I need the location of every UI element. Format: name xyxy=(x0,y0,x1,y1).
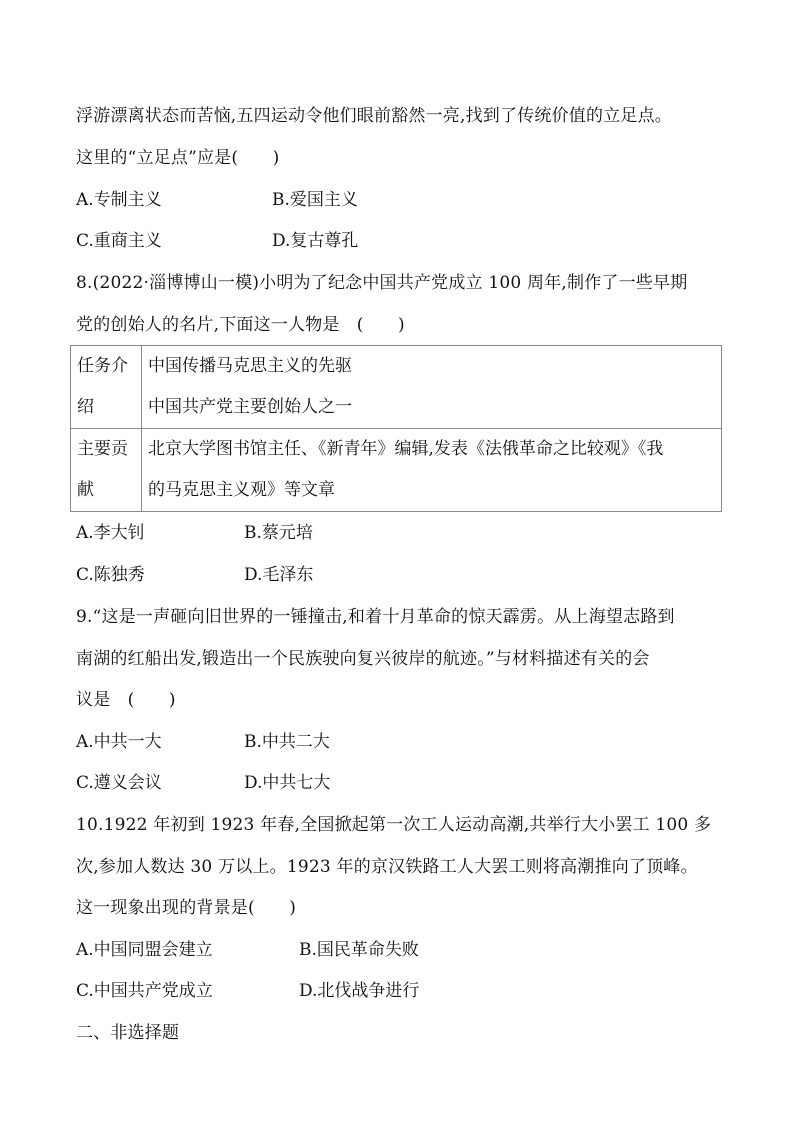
q10-option-c: C.中国共产党成立 xyxy=(76,981,213,1001)
q9-option-c: C.遵义会议 xyxy=(76,773,162,793)
key-text: 主要贡 xyxy=(77,439,128,459)
q7-option-c: C.重商主义 xyxy=(76,231,162,251)
q10-stem-line2: 次,参加人数达 30 万以上。1923 年的京汉铁路工人大罢工则将高潮推向了顶峰。 xyxy=(76,857,698,877)
q8-option-a: A.李大钊 xyxy=(76,523,145,543)
table-value-cell xyxy=(142,429,722,512)
q7-option-a: A.专制主义 xyxy=(76,190,162,210)
table-key-cell xyxy=(71,429,142,512)
table-row xyxy=(71,346,722,429)
q10-option-d: D.北伐战争进行 xyxy=(299,981,420,1001)
q9-stem-line2: 南湖的红船出发,锻造出一个民族驶向复兴彼岸的航迹。”与材料描述有关的会 xyxy=(76,649,650,669)
q9-option-d: D.中共七大 xyxy=(244,773,331,793)
value-text: 中国共产党主要创始人之一 xyxy=(148,397,352,417)
q7-stem-line1: 浮游漂离状态而苦恼,五四运动令他们眼前豁然一亮,找到了传统价值的立足点。 xyxy=(76,106,673,126)
q8-option-d: D.毛泽东 xyxy=(244,565,314,585)
q10-option-a: A.中国同盟会建立 xyxy=(76,940,213,960)
q8-stem-line2: 党的创始人的名片,下面这一人物是 ( ) xyxy=(76,315,405,335)
value-text: 北京大学图书馆主任、《新青年》编辑,发表《法俄革命之比较观》《我 xyxy=(148,439,664,459)
q7-option-d: D.复古尊孔 xyxy=(272,231,359,251)
q7-stem-line2: 这里的“立足点”应是( ) xyxy=(76,148,280,168)
q9-stem-line3: 议是 ( ) xyxy=(76,690,176,710)
q7-option-b: B.爱国主义 xyxy=(272,190,358,210)
q8-info-table xyxy=(70,345,722,512)
value-text: 中国传播马克思主义的先驱 xyxy=(148,356,352,376)
q10-stem-line3: 这一现象出现的背景是( ) xyxy=(76,898,297,918)
table-value-cell xyxy=(142,346,722,429)
section-title: 二、非选择题 xyxy=(76,1023,180,1043)
q8-option-b: B.蔡元培 xyxy=(244,523,313,543)
q8-stem-line1: 8.(2022·淄博博山一模)小明为了纪念中国共产党成立 100 周年,制作了一些早期 xyxy=(76,273,688,293)
value-text: 的马克思主义观》等文章 xyxy=(148,480,335,500)
key-text: 献 xyxy=(77,480,94,500)
key-text: 任务介 xyxy=(77,356,128,376)
key-text: 绍 xyxy=(77,397,94,417)
q9-stem-line1: 9.“这是一声砸向旧世界的一锤撞击,和着十月革命的惊天霹雳。从上海望志路到 xyxy=(76,607,675,627)
q9-option-b: B.中共二大 xyxy=(244,732,330,752)
table-row xyxy=(71,429,722,512)
q10-option-b: B.国民革命失败 xyxy=(299,940,419,960)
q9-option-a: A.中共一大 xyxy=(76,732,162,752)
q8-option-c: C.陈独秀 xyxy=(76,565,145,585)
table-key-cell xyxy=(71,346,142,429)
q10-stem-line1: 10.1922 年初到 1923 年春,全国掀起第一次工人运动高潮,共举行大小罢工 100 多 xyxy=(76,815,712,835)
